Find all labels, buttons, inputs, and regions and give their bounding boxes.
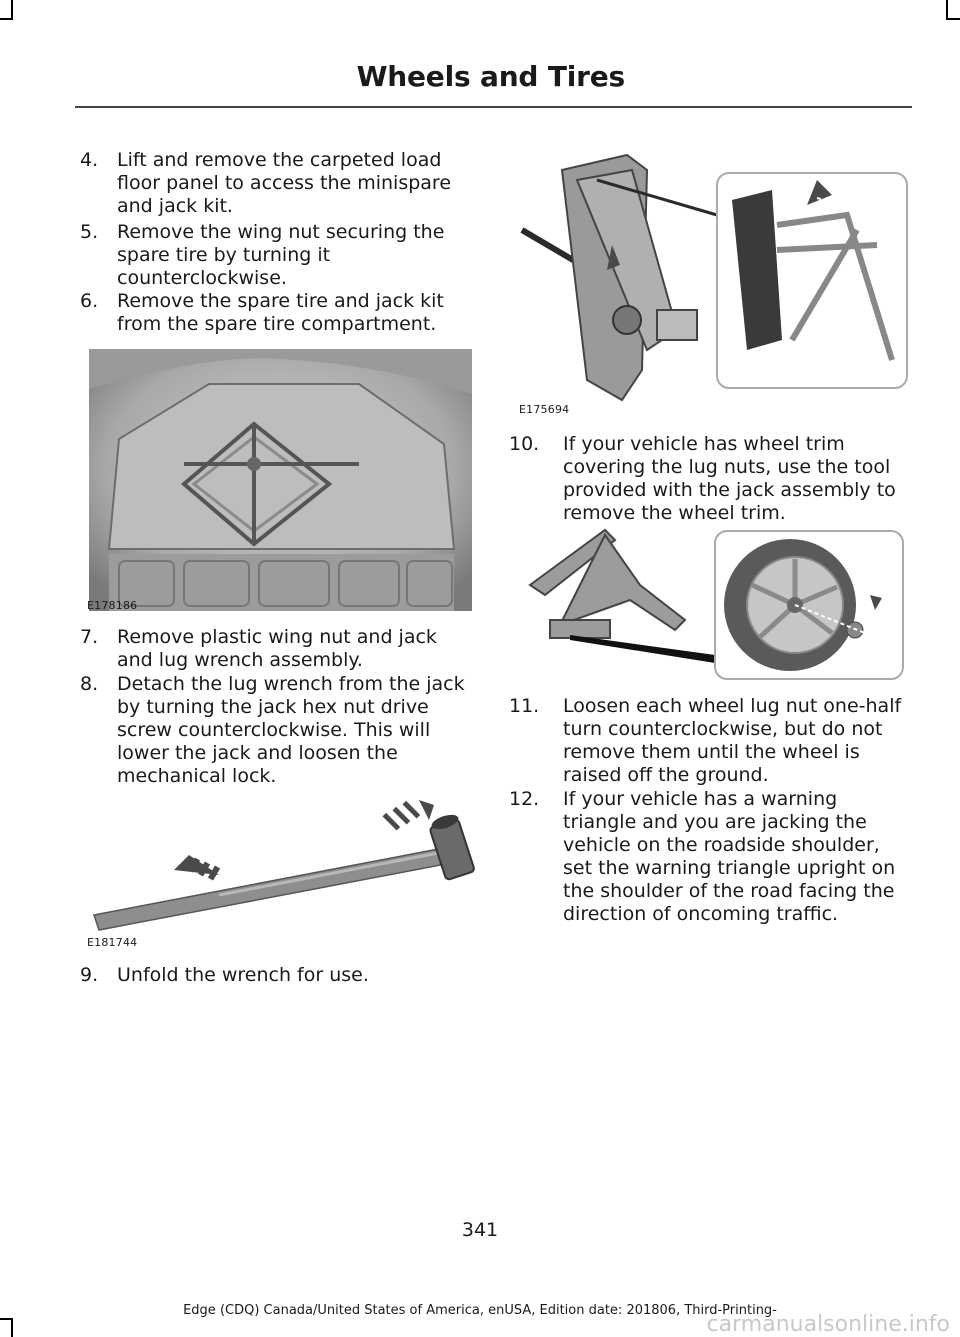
step-text: Unfold the wrench for use. (117, 964, 369, 986)
step-11 (509, 695, 909, 787)
figure-code: E181744 (87, 936, 138, 949)
step-text: If your vehicle has wheel trim covering the lug nuts, use the tool provided with the jack assembly to remove the wheel trim. (563, 433, 896, 524)
step-9 (80, 964, 475, 987)
step-number: 11. (509, 695, 540, 717)
step-text: If your vehicle has a warning triangle and you are jacking the vehicle on the roadside shoulder, set the warning triangle upright on the shoulder of the road facing the direction of oncoming traffic. (563, 788, 896, 925)
step-12 (509, 788, 909, 926)
footer-edition-info: Edge (CDQ) Canada/United States of America, enUSA, Edition date: 201806, Third-Printing- (183, 1303, 777, 1318)
step-8 (80, 673, 475, 788)
step-text: Lift and remove the carpeted load floor panel to access the minispare and jack kit. (117, 149, 452, 217)
crop-mark-top-left-v (11, 0, 13, 18)
step-5 (80, 221, 475, 290)
step-text: Remove plastic wing nut and jack and lug wrench assembly. (117, 626, 437, 671)
lug-wrench-illustration (89, 800, 479, 950)
step-text: Loosen each wheel lug nut one-half turn counterclockwise, but do not remove them until the wheel is raised off the ground. (563, 695, 902, 786)
step-text: Detach the lug wrench from the jack by turning the jack hex nut drive screw counterclockwise. This will lower the jack and loosen the mechanical lock. (117, 673, 465, 787)
scissor-jack-illustration (517, 150, 909, 420)
crop-mark-top-left-h (0, 18, 13, 20)
crop-mark-bottom-left-h (0, 1318, 13, 1320)
step-10 (509, 433, 909, 525)
watermark: carmanualsonline.info (706, 1312, 950, 1337)
step-number: 6. (80, 290, 99, 312)
figure-code: E175694 (519, 403, 570, 416)
page-title: Wheels and Tires (356, 60, 625, 93)
step-text: Remove the spare tire and jack kit from the spare tire compartment. (117, 290, 444, 335)
step-4 (80, 149, 475, 218)
step-7 (80, 626, 475, 672)
wheel-trim-illustration (520, 525, 906, 683)
crop-mark-top-right-h (946, 18, 960, 20)
figure-spare-tire-compartment (89, 349, 472, 611)
figure-code: E178186 (87, 599, 138, 612)
spare-tire-compartment-illustration (89, 349, 472, 611)
step-number: 9. (80, 964, 99, 986)
figure-lug-wrench (89, 800, 479, 950)
figure-scissor-jack (517, 150, 909, 420)
crop-mark-top-right-v (946, 0, 948, 18)
step-number: 12. (509, 788, 540, 810)
step-number: 8. (80, 673, 99, 695)
step-number: 7. (80, 626, 99, 648)
figure-wheel-trim (520, 525, 906, 683)
step-6 (80, 290, 475, 336)
step-text: Remove the wing nut securing the spare tire by turning it counterclockwise. (117, 221, 445, 289)
header-rule (75, 106, 912, 108)
page-number: 341 (461, 1219, 499, 1241)
crop-mark-bottom-left-v (11, 1318, 13, 1337)
step-number: 5. (80, 221, 99, 243)
step-number: 4. (80, 149, 99, 171)
step-number: 10. (509, 433, 540, 455)
